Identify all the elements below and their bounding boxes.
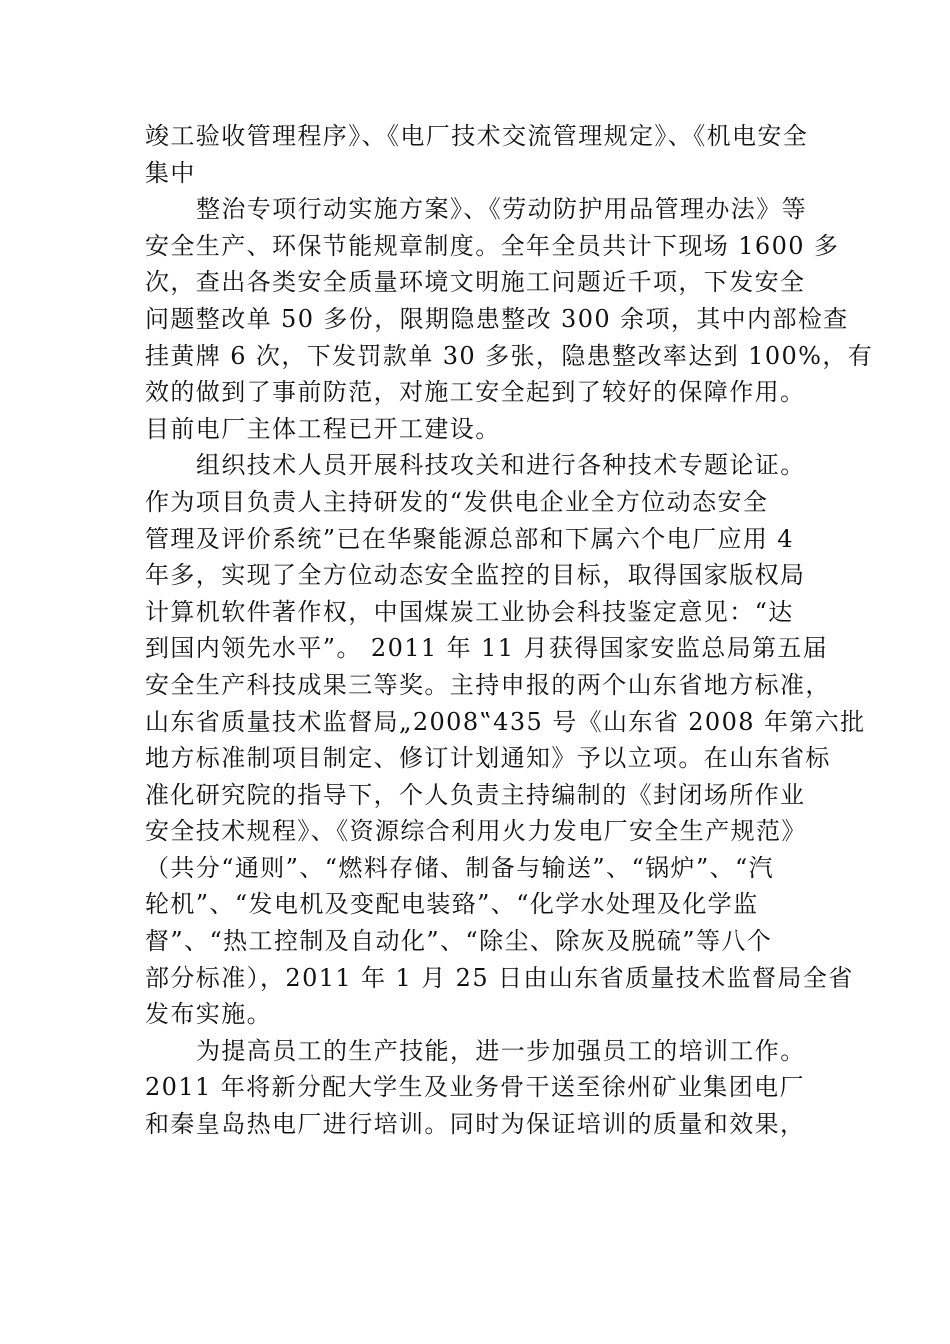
text-line: 部分标准），2011 年 1 月 25 日由山东省质量技术监督局全省	[145, 963, 854, 992]
text-line: 挂黄牌 6 次，下发罚款单 30 多张，隐患整改率达到 100%，有	[145, 341, 874, 370]
text-line: 准化研究院的指导下，个人负责主持编制的《封闭场所作业	[145, 780, 806, 809]
text-line: 安全生产、环保节能规章制度。全年全员共计下现场 1600 多	[145, 231, 840, 260]
document-body	[145, 118, 874, 1143]
text-line: 年多，实现了全方位动态安全监控的目标，取得国家版权局	[145, 561, 806, 590]
text-line: 2011 年将新分配大学生及业务骨干送至徐州矿业集团电厂	[145, 1073, 805, 1102]
text-line: 地方标准制项目制定、修订计划通知》予以立项。在山东省标	[145, 744, 831, 773]
text-line: 问题整改单 50 多份，限期隐患整改 300 余项，其中内部检查	[145, 304, 849, 333]
text-line: （共分“通则”、“燃料存储、制备与输送”、“锅炉”、“汽	[145, 853, 775, 882]
text-line: 整治专项行动实施方案》、《劳动防护用品管理办法》等	[196, 195, 807, 224]
text-line: 效的做到了事前防范，对施工安全起到了较好的保障作用。	[145, 378, 806, 407]
text-line: 集中	[145, 158, 196, 187]
text-line: 竣工验收管理程序》、《电厂技术交流管理规定》、《机电安全	[145, 122, 809, 150]
text-line: 管理及评价系统”已在华聚能源总部和下属六个电厂应用 4	[145, 524, 794, 553]
text-line: 轮机”、“发电机及变配电装臵”、“化学水处理及化学监	[145, 890, 759, 919]
text-line: 到国内领先水平”。 2011 年 11 月获得国家安监总局第五届	[145, 634, 829, 663]
text-line: 安全技术规程》、《资源综合利用火力发电厂安全生产规范》	[145, 817, 807, 846]
text-line: 和秦皇岛热电厂进行培训。同时为保证培训的质量和效果，	[145, 1110, 806, 1139]
text-line: 山东省质量技术监督局„2008‟435 号《山东省 2008 年第六批	[145, 707, 866, 736]
text-line: 组织技术人员开展科技攻关和进行各种技术专题论证。	[196, 451, 806, 480]
text-line: 作为项目负责人主持研发的“发供电企业全方位动态安全	[145, 487, 769, 516]
text-line: 督”、“热工控制及自动化”、“除尘、除灰及脱硫”等八个	[145, 927, 773, 956]
text-line: 为提高员工的生产技能，进一步加强员工的培训工作。	[196, 1036, 806, 1065]
text-line: 安全生产科技成果三等奖。主持申报的两个山东省地方标准，	[145, 670, 831, 699]
text-line: 次，查出各类安全质量环境文明施工问题近千项，下发安全	[145, 268, 806, 297]
text-line: 目前电厂主体工程已开工建设。	[145, 414, 501, 443]
text-line: 计算机软件著作权，中国煤炭工业协会科技鉴定意见：“达	[145, 597, 794, 626]
text-line: 发布实施。	[145, 1000, 272, 1029]
